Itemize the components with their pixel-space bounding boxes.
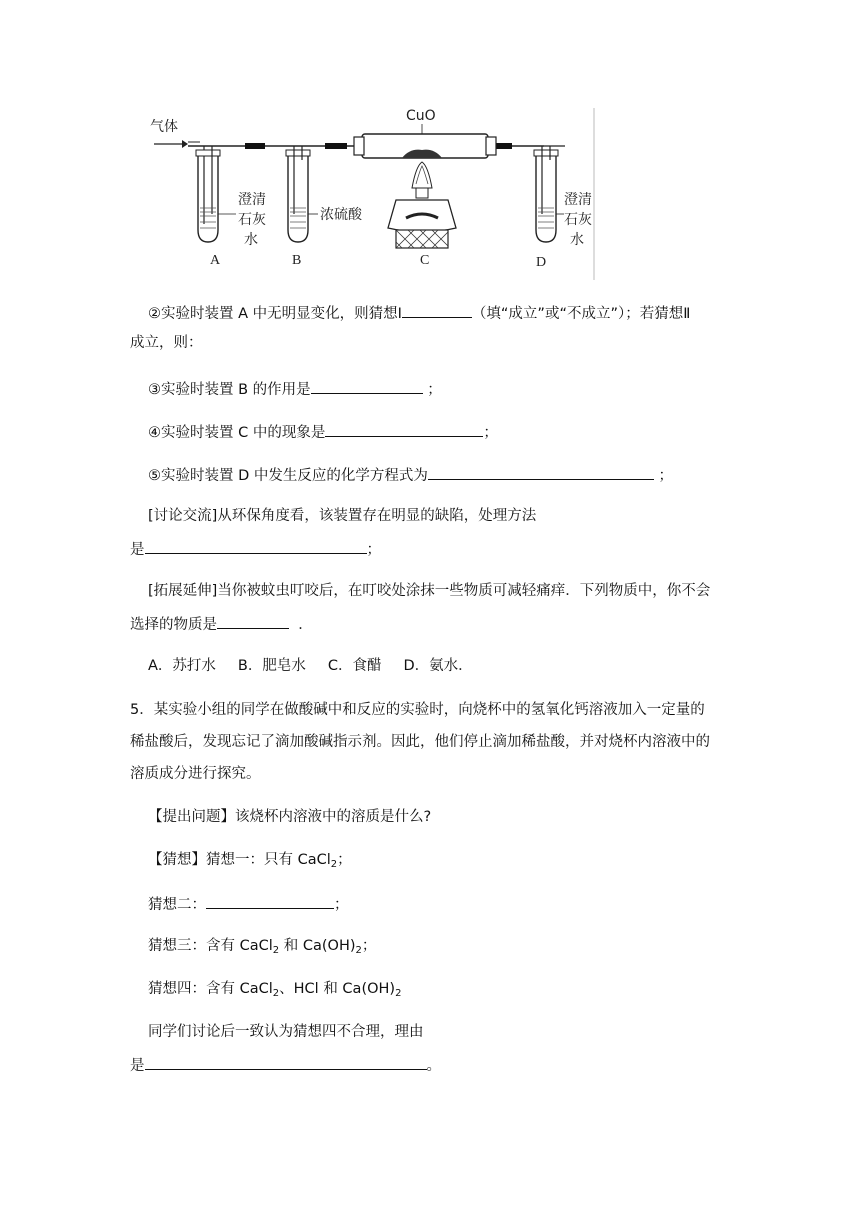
problem5-intro-2: 稀盐酸后，发现忘记了滴加酸碱指示剂。因此，他们停止滴加稀盐酸，并对烧杯内溶液中的: [130, 734, 710, 750]
label-c: C: [420, 253, 430, 268]
discussion-blank[interactable]: [145, 538, 367, 554]
extension-line-2: [130, 613, 313, 635]
option-b[interactable]: B．肥皂水: [237, 658, 306, 674]
guess-2-text: 猜想二：: [148, 897, 206, 913]
q2-line-1: [148, 302, 690, 324]
guess-1: [148, 850, 352, 875]
alcohol-lamp: [388, 162, 456, 232]
lamp-stand: [396, 230, 448, 248]
guess-2: [148, 893, 349, 915]
tube-d-reagent-3: 水: [570, 232, 584, 248]
q3-line: [148, 378, 442, 400]
conclusion-text-b: 。: [426, 1058, 441, 1074]
extension-line-1: [拓展延伸]当你被蚊虫叮咬后，在叮咬处涂抹一些物质可减轻痛痒．下列物质中，你不会: [148, 583, 711, 599]
tube-b: [286, 146, 318, 242]
gas-label: 气体: [150, 119, 178, 135]
q5-text-a: ⑤实验时装置 D 中发生反应的化学方程式为: [148, 468, 428, 484]
label-a: A: [210, 253, 221, 268]
q2-text-b: （填“成立”或“不成立”）；若猜想Ⅱ: [471, 306, 691, 322]
guess-1-sub: 2: [330, 859, 338, 870]
option-a[interactable]: A．苏打水: [148, 658, 216, 674]
problem5-intro-1: 5．某实验小组的同学在做酸碱中和反应的实验时，向烧杯中的氢氧化钙溶液加入一定量的: [130, 702, 705, 718]
tube-a-reagent-3: 水: [244, 232, 258, 248]
guess-2-blank[interactable]: [206, 893, 334, 909]
q3-text-b: ；: [427, 382, 442, 398]
q2-blank[interactable]: [402, 302, 472, 318]
extension-blank[interactable]: [217, 613, 289, 629]
q5-blank[interactable]: [428, 464, 654, 480]
q4-text-a: ④实验时装置 C 中的现象是: [148, 425, 326, 441]
discussion-text-b: ；: [366, 542, 381, 558]
apparatus-svg: [140, 104, 600, 280]
q3-blank[interactable]: [311, 378, 423, 394]
tube-d: [534, 146, 564, 242]
guess-3-text: 猜想三：含有 CaCl: [148, 938, 273, 954]
guess-3: [148, 936, 376, 961]
guess-1-end: ；: [337, 852, 352, 868]
guess-4-sub-2: 2: [395, 988, 402, 999]
guess-4-mid: 、HCl 和 Ca(OH): [279, 981, 396, 997]
conclusion-blank[interactable]: [145, 1054, 427, 1070]
discussion-text-a: 是: [130, 542, 145, 558]
guess-3-sub-2: 2: [355, 945, 362, 956]
gas-arrow-head: [182, 140, 188, 148]
q3-text-a: ③实验时装置 B 的作用是: [148, 382, 311, 398]
extension-text-b: ．: [298, 617, 313, 633]
option-d[interactable]: D．氨水．: [403, 658, 473, 674]
guess-2-end: ；: [334, 897, 349, 913]
conclusion-text-a: 是: [130, 1058, 145, 1074]
extension-options: [148, 656, 495, 676]
conclusion-line-1: 同学们讨论后一致认为猜想四不合理，理由: [148, 1024, 424, 1040]
q2-text-a: ②实验时装置 A 中无明显变化，则猜想Ⅰ: [148, 306, 402, 322]
problem5-question: 【提出问题】该烧杯内溶液中的溶质是什么?: [148, 809, 432, 825]
tube-a-reagent-1: 澄清: [238, 192, 266, 208]
q4-line: [148, 421, 498, 443]
q5-text-b: ；: [658, 468, 673, 484]
tube-a: [196, 146, 236, 242]
q4-blank[interactable]: [325, 421, 483, 437]
apparatus-diagram: [140, 104, 600, 280]
discussion-line-2: [130, 538, 381, 560]
guess-3-sub-1: 2: [272, 945, 280, 956]
connector-bc: [325, 143, 347, 149]
tube-b-reagent: 浓硫酸: [320, 207, 362, 223]
q2-line-2: 成立，则：: [130, 335, 203, 351]
problem5-intro-3: 溶质成分进行探究。: [130, 766, 261, 782]
label-b: B: [292, 253, 302, 268]
guess-3-end: ；: [361, 938, 377, 954]
combustion-tube: [354, 134, 496, 158]
q4-text-b: ；: [483, 425, 498, 441]
guess-4: [148, 979, 401, 1004]
option-c[interactable]: C．食醋: [327, 658, 382, 674]
discussion-line-1: [讨论交流]从环保角度看，该装置存在明显的缺陷，处理方法: [148, 508, 537, 524]
guess-4-sub-1: 2: [272, 988, 280, 999]
guess-1-text: 【猜想】猜想一：只有 CaCl: [148, 852, 331, 868]
tube-d-reagent-1: 澄清: [564, 192, 592, 208]
guess-3-mid: 和 Ca(OH): [279, 938, 356, 954]
tube-d-reagent-2: 石灰: [564, 212, 592, 228]
cuo-label: CuO: [406, 108, 436, 124]
connector-ab: [245, 143, 265, 149]
conclusion-line-2: [130, 1054, 441, 1076]
guess-4-text: 猜想四：含有 CaCl: [148, 981, 273, 997]
extension-text-a: 选择的物质是: [130, 617, 217, 633]
tube-a-reagent-2: 石灰: [238, 212, 266, 228]
q5-line: [148, 464, 673, 486]
label-d: D: [536, 255, 547, 270]
